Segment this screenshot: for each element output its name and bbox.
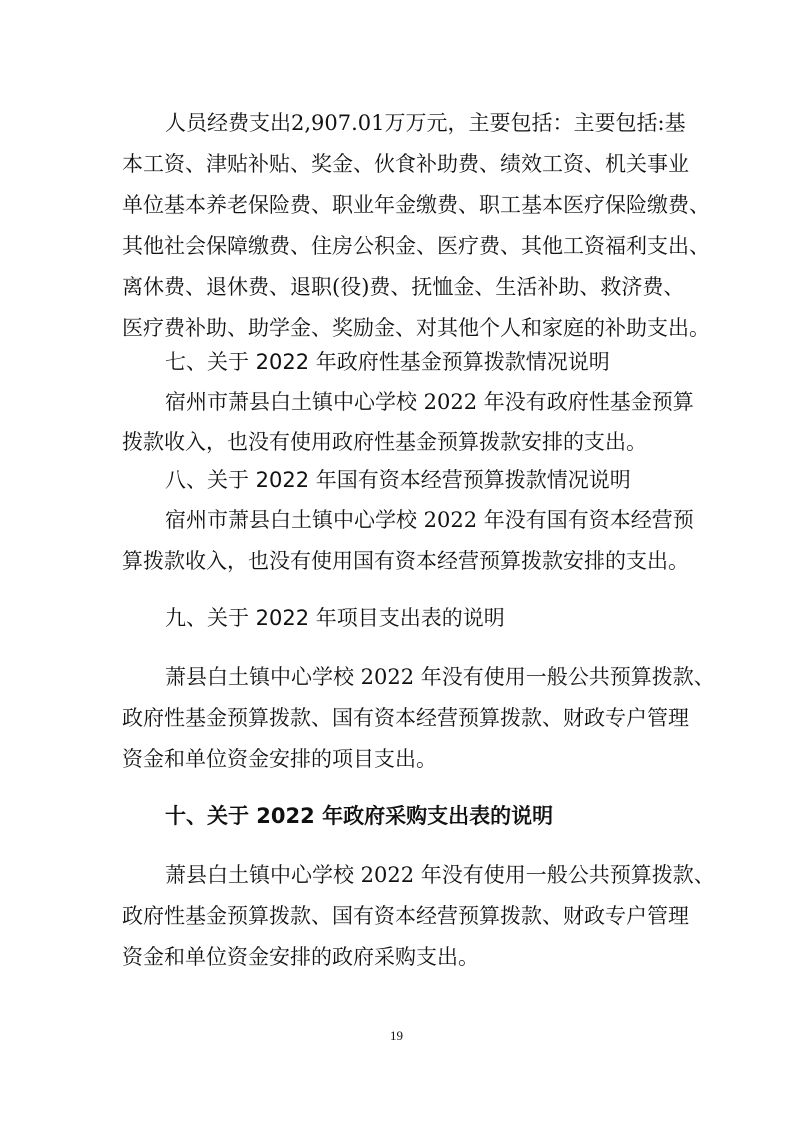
section-8-heading: 八、关于 2022 年国有资本经营预算拨款情况说明 bbox=[165, 468, 631, 492]
personnel-paragraph-line-1: 人员经费支出2,907.01万万元，主要包括：主要包括:基 bbox=[165, 111, 686, 135]
section-9-line-3: 资金和单位资金安排的项目支出。 bbox=[122, 747, 437, 771]
personnel-paragraph-line-4: 其他社会保障缴费、住房公积金、医疗费、其他工资福利支出、 bbox=[122, 234, 710, 258]
section-7-line-1: 宿州市萧县白土镇中心学校 2022 年没有政府性基金预算 bbox=[165, 390, 694, 414]
personnel-paragraph-line-5: 离休费、退休费、退职(役)费、抚恤金、生活补助、救济费、 bbox=[122, 275, 685, 299]
section-10-line-3: 资金和单位资金安排的政府采购支出。 bbox=[122, 945, 479, 969]
section-10-line-2: 政府性基金预算拨款、国有资本经营预算拨款、财政专户管理 bbox=[122, 904, 689, 928]
section-8-line-1: 宿州市萧县白土镇中心学校 2022 年没有国有资本经营预 bbox=[165, 508, 694, 532]
personnel-paragraph-line-2: 本工资、津贴补贴、奖金、伙食补助费、绩效工资、机关事业 bbox=[122, 152, 689, 176]
section-7-line-2: 拨款收入，也没有使用政府性基金预算拨款安排的支出。 bbox=[122, 430, 647, 454]
personnel-paragraph-line-3: 单位基本养老保险费、职业年金缴费、职工基本医疗保险缴费、 bbox=[122, 193, 710, 217]
section-10-heading: 十、关于 2022 年政府采购支出表的说明 bbox=[165, 804, 554, 828]
section-9-line-2: 政府性基金预算拨款、国有资本经营预算拨款、财政专户管理 bbox=[122, 706, 689, 730]
section-9-line-1: 萧县白土镇中心学校 2022 年没有使用一般公共预算拨款、 bbox=[165, 665, 715, 689]
page-number: 19 bbox=[390, 1028, 403, 1043]
section-7-heading: 七、关于 2022 年政府性基金预算拨款情况说明 bbox=[165, 350, 610, 374]
section-8-line-2: 算拨款收入，也没有使用国有资本经营预算拨款安排的支出。 bbox=[122, 549, 689, 573]
section-10-line-1: 萧县白土镇中心学校 2022 年没有使用一般公共预算拨款、 bbox=[165, 863, 715, 887]
section-9-heading: 九、关于 2022 年项目支出表的说明 bbox=[165, 606, 505, 630]
personnel-paragraph-line-6: 医疗费补助、助学金、奖励金、对其他个人和家庭的补助支出。 bbox=[122, 316, 710, 340]
